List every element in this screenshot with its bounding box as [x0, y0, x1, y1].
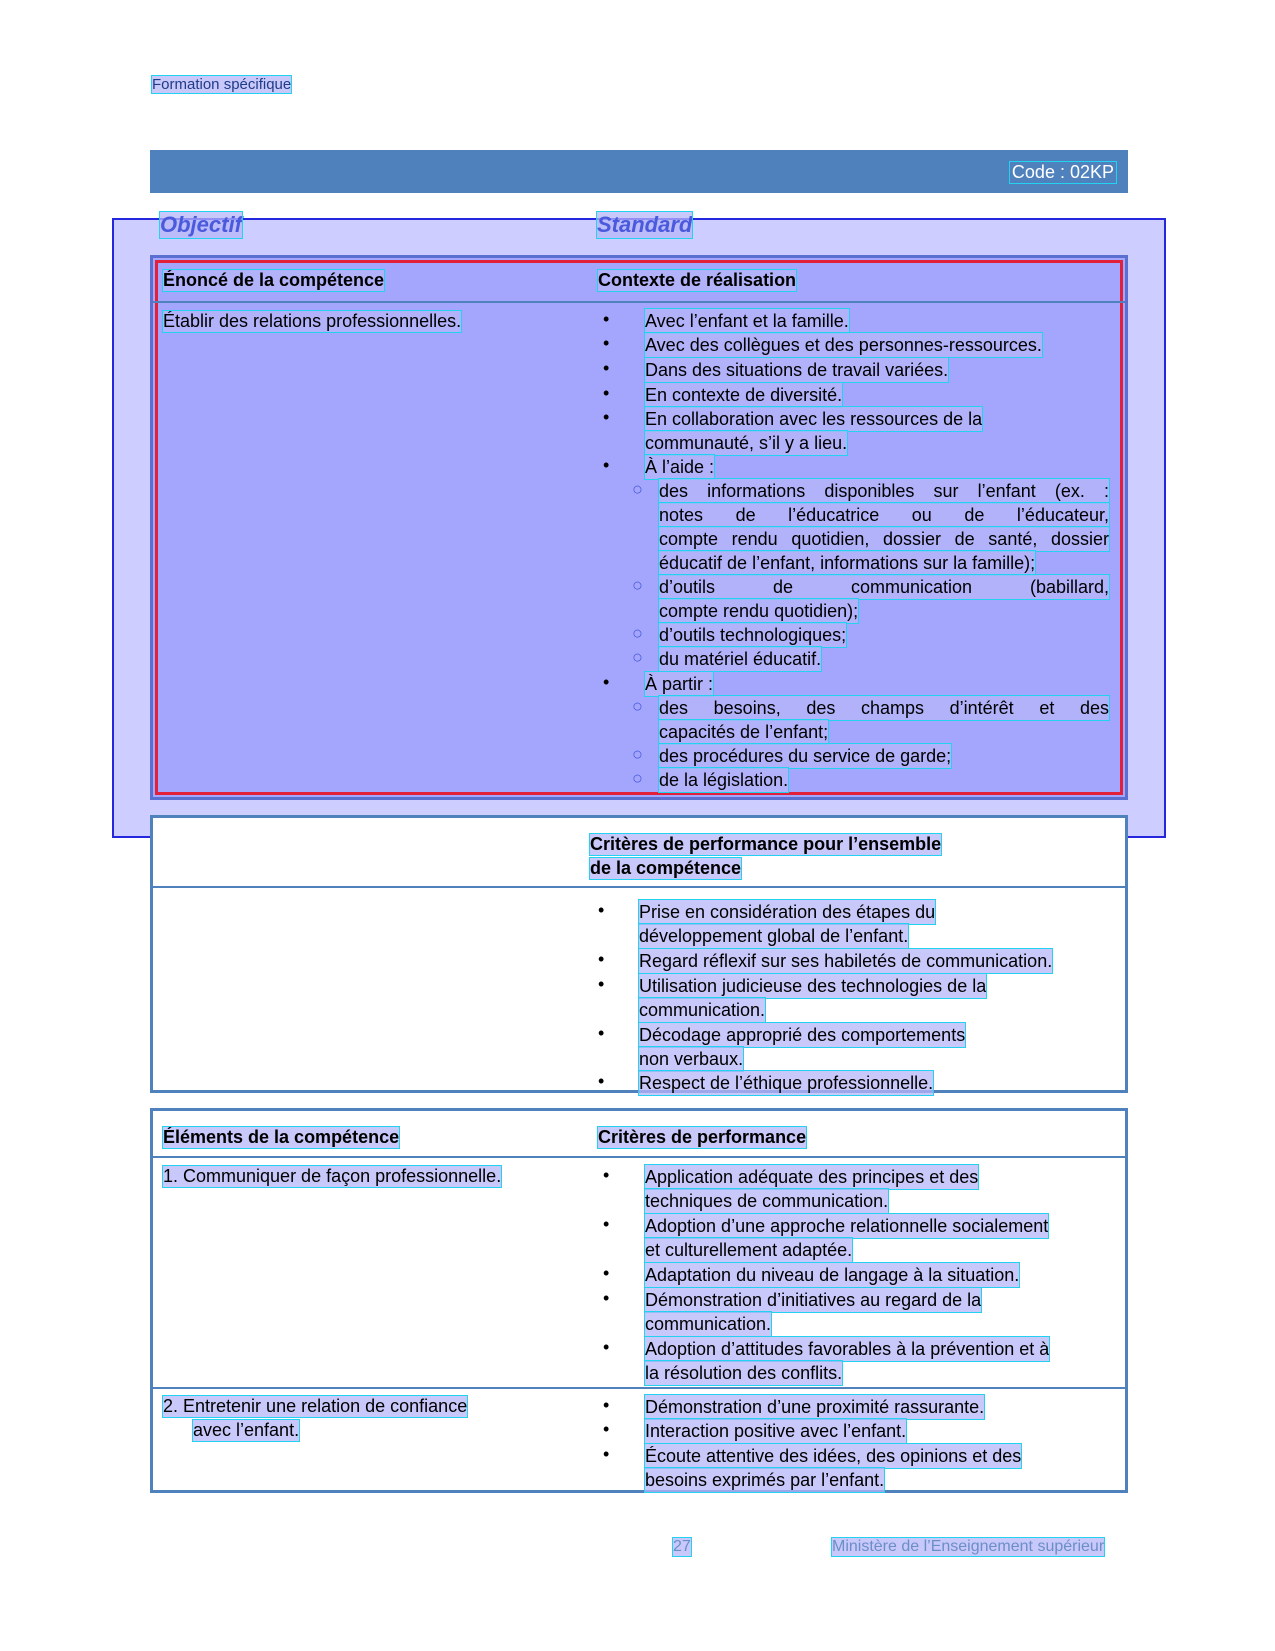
critere-item: Adoption d’une approche relationnelle socialement: [645, 1216, 1049, 1236]
ensemble-item: développement global de l’enfant.: [639, 926, 909, 946]
contexte-subitem: des informations disponibles sur l’enfant (ex. :: [659, 481, 1109, 501]
page-number: 27: [673, 1538, 691, 1555]
tab-standard[interactable]: Standard: [597, 212, 693, 237]
contexte-item: communauté, s’il y a lieu.: [645, 433, 848, 453]
contexte-subitem: éducatif de l’enfant, informations sur la famille);: [659, 553, 1036, 573]
ensemble-item: Décodage approprié des comportements: [639, 1025, 966, 1045]
contexte-subitem: du matériel éducatif.: [659, 649, 822, 669]
criteres-header: Critères de performance: [598, 1127, 807, 1147]
enonce-header: Énoncé de la compétence: [163, 270, 385, 290]
tab-objectif[interactable]: Objectif: [160, 212, 242, 237]
critere-item: la résolution des conflits.: [645, 1363, 843, 1383]
contexte-subitem: des procédures du service de garde;: [659, 746, 952, 766]
enonce-text: Établir des relations professionnelles.: [163, 311, 462, 331]
critere-item: besoins exprimés par l’enfant.: [645, 1470, 885, 1490]
contexte-subitem: d’outils de communication (babillard,: [659, 577, 1109, 597]
code-label: Code : 02KP: [1011, 162, 1114, 182]
critere-item: Adoption d’attitudes favorables à la prévention et à: [645, 1339, 1050, 1359]
header-label: Formation spécifique: [152, 76, 292, 93]
critere-item: Application adéquate des principes et des: [645, 1167, 979, 1187]
elements-table: Éléments de la compétence Critères de performance 1. Communiquer de façon professionnelle. • Application adéquate des principes et des techniques de communication. • Adoption d’une approche relationnelle socialement et culturellement adaptée. • Adaptation du niveau de langage à la situation. • Démonstration d’initiatives au regard de la communication. • Adoption d’attitudes favorables à la prévention et à la résolution des conflits. 2. Entretenir une relation de confiance avec l’enfant. • Démonstration d’une proximité rassurante. • Interaction positive avec l’enfant. • Écoute attentive des idées, des opinions et des besoins exprimés par l’enfant.: [150, 1108, 1128, 1493]
ensemble-item: Utilisation judicieuse des technologies de la: [639, 976, 987, 996]
contexte-item: Avec l’enfant et la famille.: [645, 311, 849, 331]
contexte-item: En contexte de diversité.: [645, 385, 843, 405]
contexte-item: Dans des situations de travail variées.: [645, 360, 949, 380]
contexte-subitem: des besoins, des champs d’intérêt et des: [659, 698, 1109, 718]
contexte-item: À partir :: [645, 674, 714, 694]
competence-table: Énoncé de la compétence Contexte de réalisation Établir des relations professionnelles. • Avec l’enfant et la famille. • Avec des collègues et des personnes-ressources. • Dans des situations de travail variées. • En contexte de diversité. • En collaboration avec les ressources de la communauté, s’il y a lieu. • À l’aide : ○ des informations disponibles sur l’enfant (ex. : notes de l’éducatrice ou de l’éducateur, compte rendu quotidien, dossier de santé, dossier éducatif de l’enfant, informations sur la famille); ○ d’outils de communication (babillard, compte rendu quotidien); ○ d’outils technologiques; ○ du matériel éducatif. • À partir : ○ des besoins, des champs d’intérêt et des capacités de l’enfant; ○ des procédures du service de garde; ○ de la législation.: [150, 255, 1128, 800]
critere-item: Démonstration d’une proximité rassurante.: [645, 1397, 985, 1417]
critere-item: Interaction positive avec l’enfant.: [645, 1421, 907, 1441]
contexte-subitem: de la législation.: [659, 770, 789, 790]
contexte-subitem: d’outils technologiques;: [659, 625, 847, 645]
critere-item: Écoute attentive des idées, des opinions et des: [645, 1446, 1022, 1466]
critere-item: et culturellement adaptée.: [645, 1240, 853, 1260]
element-1: 1. Communiquer de façon professionnelle.: [163, 1166, 502, 1186]
contexte-item: Avec des collègues et des personnes-ressources.: [645, 335, 1042, 355]
critere-item: Démonstration d’initiatives au regard de la: [645, 1290, 982, 1310]
ensemble-item: Prise en considération des étapes du: [639, 902, 936, 922]
elements-header: Éléments de la compétence: [163, 1127, 400, 1147]
contexte-item: En collaboration avec les ressources de la: [645, 409, 983, 429]
element-2-line2: avec l’enfant.: [193, 1420, 300, 1440]
contexte-header: Contexte de réalisation: [598, 270, 797, 290]
critere-item: Adaptation du niveau de langage à la situation.: [645, 1265, 1020, 1285]
ensemble-item: communication.: [639, 1000, 766, 1020]
code-bar: [150, 150, 1128, 193]
ensemble-item: non verbaux.: [639, 1049, 744, 1069]
ensemble-item: Respect de l’éthique professionnelle.: [639, 1073, 934, 1093]
ensemble-item: Regard réflexif sur ses habiletés de communication.: [639, 951, 1053, 971]
ministry-footer: Ministère de l’Enseignement supérieur: [832, 1538, 1105, 1555]
critere-item: techniques de communication.: [645, 1191, 889, 1211]
contexte-subitem: compte rendu quotidien);: [659, 601, 859, 621]
ensemble-header-line2: de la compétence: [590, 858, 742, 878]
contexte-subitem: capacités de l’enfant;: [659, 722, 829, 742]
ensemble-table: Critères de performance pour l’ensemble de la compétence • Prise en considération des étapes du développement global de l’enfant. • Regard réflexif sur ses habiletés de communication. • Utilisation judicieuse des technologies de la communication. • Décodage approprié des comportements non verbaux. • Respect de l’éthique professionnelle.: [150, 815, 1128, 1093]
contexte-item: À l’aide :: [645, 457, 715, 477]
contexte-subitem: notes de l’éducatrice ou de l’éducateur,: [659, 505, 1109, 525]
contexte-subitem: compte rendu quotidien, dossier de santé, dossier: [659, 529, 1109, 549]
critere-item: communication.: [645, 1314, 772, 1334]
element-2-line1: 2. Entretenir une relation de confiance: [163, 1396, 468, 1416]
ensemble-header-line1: Critères de performance pour l’ensemble: [590, 834, 942, 854]
